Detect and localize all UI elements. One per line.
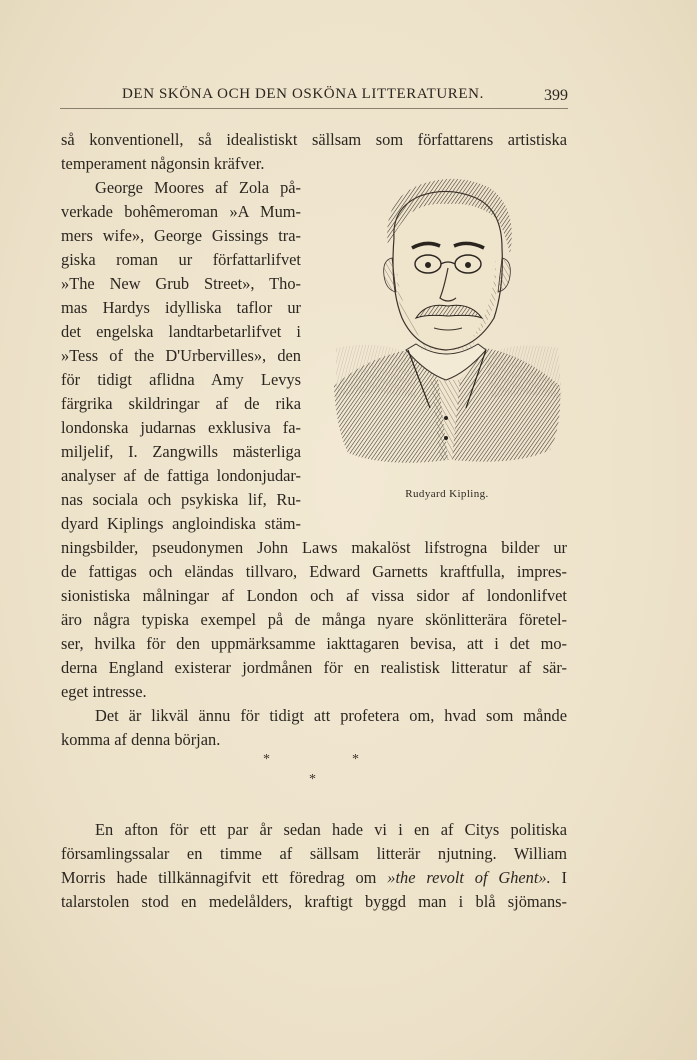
portrait-engraving [326, 168, 568, 480]
text-line: talarstolen stod en medelålders, kraftigt byggd man i blå sjömans- [61, 892, 567, 911]
text-line: eget intresse. [61, 682, 147, 701]
text-line: dyard Kiplings angloindiska stäm- [61, 514, 301, 533]
text-line: mas Hardys idylliska taflor ur [61, 298, 301, 317]
text-line: derna England existerar jordmånen för en realistisk litteratur af sär- [61, 658, 567, 677]
portrait-image [326, 168, 568, 480]
text-line: församlingssalar en timme af sällsam litterär njutning. William [61, 844, 567, 863]
text-line: det engelska landtarbetarlifvet i [61, 322, 301, 341]
text-line: ser, hvilka för den uppmärksamme iakttagaren bevisa, att i det mo- [61, 634, 567, 653]
text-line: för tidigt aflidna Amy Levys [61, 370, 301, 389]
text-line [61, 866, 567, 890]
running-header [60, 86, 568, 109]
text-line: George Moores af Zola på- [95, 178, 301, 197]
text-line: färgrika skildringar af de rika [61, 394, 301, 413]
italic-title: »the revolt of Ghent». [387, 868, 551, 887]
text-line: Det är likväl ännu för tidigt att profetera om, hvad som månde [95, 706, 567, 725]
text-line: »Tess of the D'Urbervilles», den [61, 346, 301, 365]
text-line: de fattigas och eländas tillvaro, Edward Garnetts kraftfulla, impres- [61, 562, 567, 581]
asterisk: * [309, 772, 316, 787]
asterisk: * [352, 752, 359, 767]
page-number: 399 [544, 87, 568, 104]
text-line: sionistiska målningar af London och af vissa sidor af londonlifvet [61, 586, 567, 605]
figure-caption: Rudyard Kipling. [405, 488, 489, 500]
asterisk: * [263, 752, 270, 767]
text-span: Morris hade tillkännagifvit ett föredrag om [61, 868, 388, 887]
text-line: nas sociala och psykiska lif, Ru- [61, 490, 301, 509]
text-line: komma af denna början. [61, 730, 221, 749]
text-line: miljelif, I. Zangwills mästerliga [61, 442, 301, 461]
text-line: »The New Grub Street», Tho- [61, 274, 301, 293]
text-line: mers wife», George Gissings tra- [61, 226, 301, 245]
text-line: ningsbilder, pseudonymen John Laws makalöst lifstrogna bilder ur [61, 538, 567, 557]
text-line: verkade bohêmeroman »A Mum- [61, 202, 301, 221]
running-title: DEN SKÖNA OCH DEN OSKÖNA LITTERATUREN. [122, 86, 484, 102]
text-line: äro några typiska exempel på de många nyare skönlitterära företel- [61, 610, 567, 629]
text-span: I [550, 868, 568, 887]
text-line: londonska judarnas exklusiva fa- [61, 418, 301, 437]
text-line: En afton för ett par år sedan hade vi i en af Citys politiska [95, 820, 567, 839]
text-line: så konventionell, så idealistiskt sällsam som författarens artistiska [61, 130, 567, 149]
text-line: analyser af de fattiga londonjudar- [61, 466, 301, 485]
text-line: giska roman ur författarlifvet [61, 250, 301, 269]
text-line: temperament någonsin kräfver. [61, 154, 265, 173]
